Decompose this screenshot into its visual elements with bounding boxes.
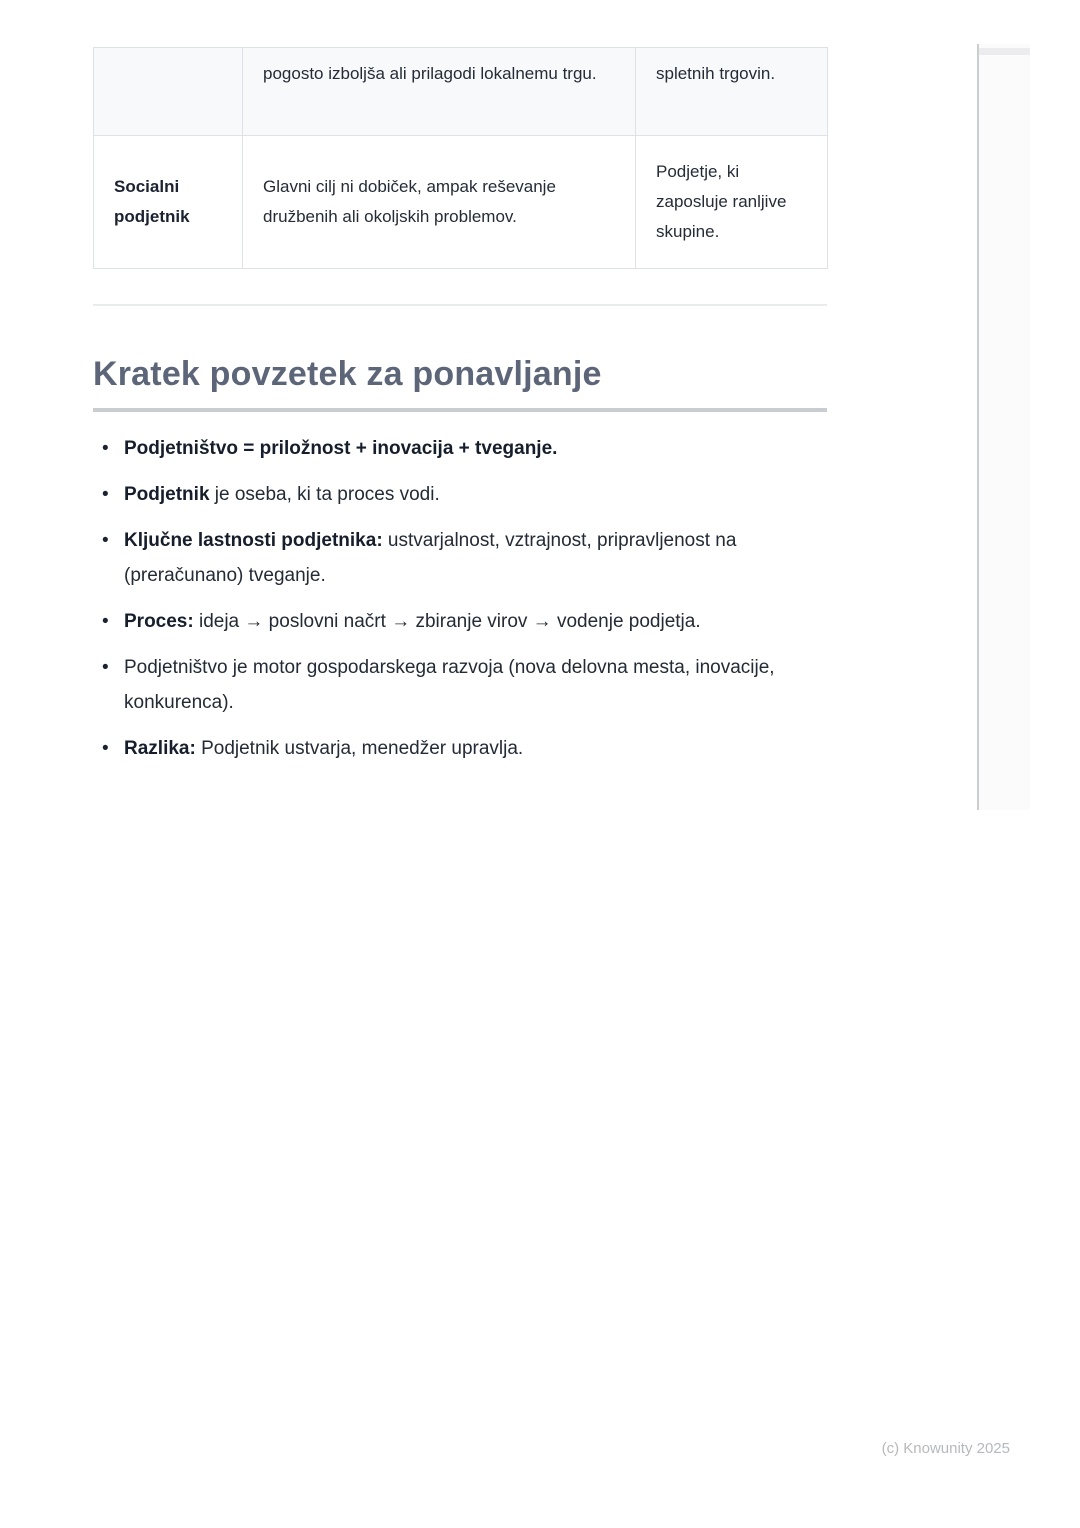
table-cell-example: Podjetje, ki zaposluje ranljive skupine. (636, 136, 828, 269)
table-row (94, 48, 828, 136)
list-item-bold: Podjetništvo = priložnost + inovacija + tveganje. (124, 438, 558, 459)
list-item (93, 650, 827, 720)
list-item (93, 731, 827, 766)
summary-list (93, 431, 827, 777)
table-cell-term (94, 48, 243, 136)
next-page-edge (977, 44, 1030, 810)
copyright-notice: (c) Knowunity 2025 (881, 1440, 1010, 1457)
comparison-table (93, 47, 828, 269)
list-item (93, 523, 827, 593)
list-item-bold: Razlika: (124, 738, 196, 759)
list-item-text: je oseba, ki ta proces vodi. (209, 484, 440, 505)
table-row (94, 136, 828, 269)
list-item (93, 604, 827, 639)
list-item-text: ustvarjalnost, vztrajnost, pripravljenost na (preračunano) tveganje. (124, 530, 737, 586)
table-cell-term: Socialni podjetnik (94, 136, 243, 269)
list-item (93, 477, 827, 512)
section-heading: Kratek povzetek za ponavljanje (93, 355, 602, 393)
list-item-bold: Proces: (124, 611, 194, 632)
list-item-bold: Podjetnik (124, 484, 210, 505)
list-item (93, 431, 827, 466)
table-cell-example: spletnih trgovin. (636, 48, 828, 136)
table-cell-description: pogosto izboljša ali prilagodi lokalnemu trgu. (243, 48, 636, 136)
list-item-text: ideja → poslovni načrt → zbiranje virov → vodenje podjetja. (193, 611, 701, 632)
section-divider (93, 304, 827, 306)
list-item-text: Podjetnik ustvarja, menedžer upravlja. (195, 738, 524, 759)
list-item-bold: Ključne lastnosti podjetnika: (124, 530, 383, 551)
heading-underline (93, 408, 827, 412)
table-cell-description: Glavni cilj ni dobiček, ampak reševanje družbenih ali okoljskih problemov. (243, 136, 636, 269)
list-item-text: Podjetništvo je motor gospodarskega razvoja (nova delovna mesta, inovacije, konkurenca). (124, 657, 775, 713)
